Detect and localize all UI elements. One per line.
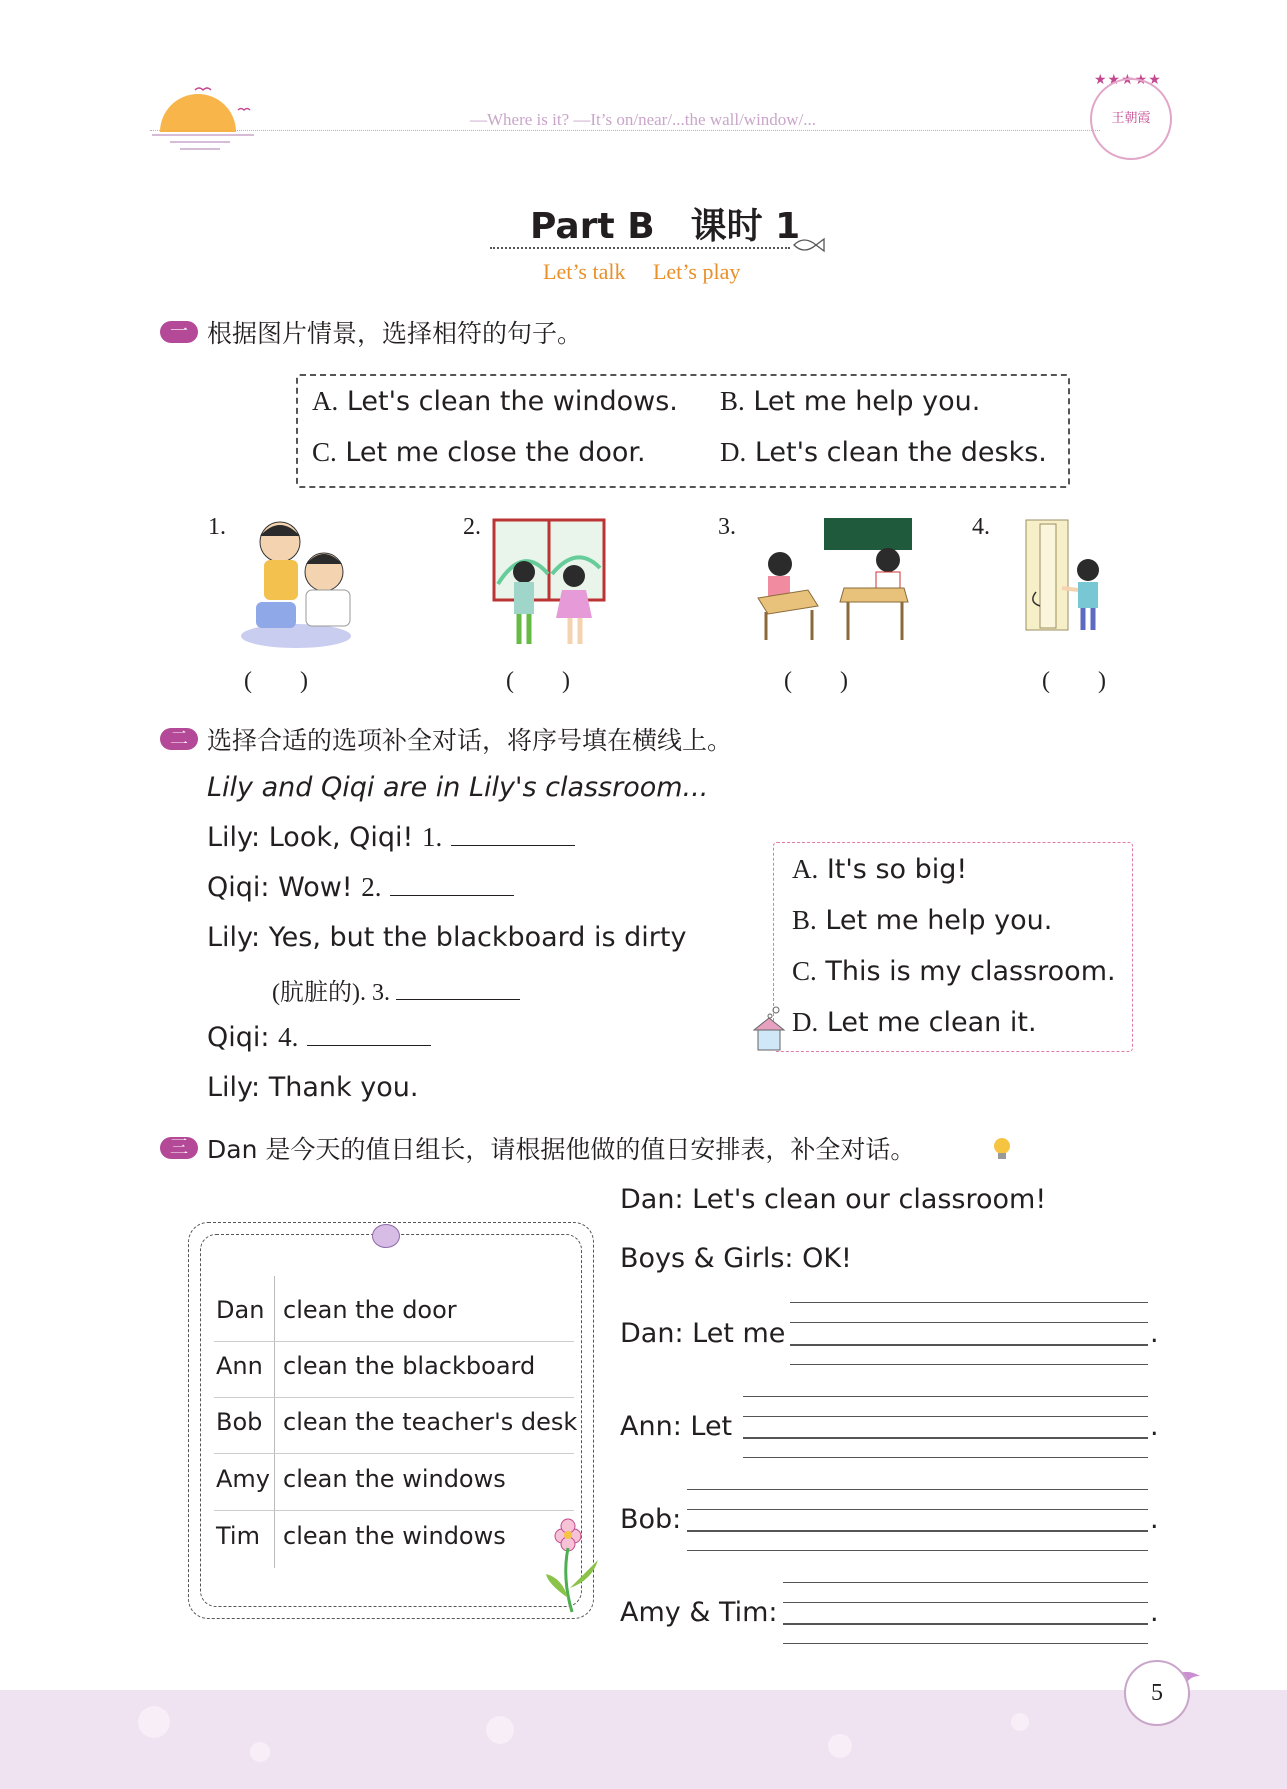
- title-rule: [490, 247, 790, 249]
- answer-line-amy-tim[interactable]: [783, 1623, 1148, 1625]
- lesson-subtitle: Let’s talk Let’s play: [543, 259, 741, 284]
- write-line[interactable]: [743, 1396, 1148, 1397]
- header-rule: [150, 130, 1100, 131]
- write-line[interactable]: [783, 1643, 1148, 1644]
- page-number: 5: [1124, 1660, 1190, 1726]
- dialogue-line-3: Lily: Yes, but the blackboard is dirty: [207, 922, 687, 953]
- picture-3-number: 3.: [718, 514, 736, 540]
- write-line[interactable]: [687, 1509, 1148, 1510]
- boy-closing-door-illustration: [1022, 514, 1122, 634]
- answer-paren-3[interactable]: ( ): [784, 668, 848, 694]
- duty-dialogue-4: Ann: Let: [620, 1411, 733, 1442]
- lightbulb-icon: [990, 1136, 1014, 1162]
- section2-badge: 二: [160, 728, 198, 750]
- answer-paren-4[interactable]: ( ): [1042, 668, 1106, 694]
- answer-line-ann[interactable]: [743, 1437, 1148, 1439]
- duty-dialogue-2: Boys & Girls: OK!: [620, 1243, 852, 1274]
- fish-icon: [790, 234, 826, 256]
- write-line[interactable]: [790, 1322, 1148, 1323]
- choice-c: C. This is my classroom.: [792, 956, 1116, 987]
- dialogue-line-4: Qiqi: 4.: [207, 1022, 431, 1053]
- write-line[interactable]: [783, 1602, 1148, 1603]
- duty-task-amy: clean the windows: [283, 1465, 506, 1493]
- answer-paren-1[interactable]: ( ): [244, 668, 308, 694]
- duty-name-amy: Amy: [216, 1465, 270, 1493]
- brand-stars-icon: ★★★★★: [1094, 72, 1162, 88]
- period: .: [1150, 1597, 1159, 1628]
- girls-cleaning-desks-illustration: [752, 514, 922, 644]
- section1-badge: 一: [160, 321, 198, 343]
- duty-dialogue-1: Dan: Let's clean our classroom!: [620, 1184, 1047, 1215]
- option-a: A. Let's clean the windows.: [312, 386, 678, 417]
- write-line[interactable]: [743, 1416, 1148, 1417]
- write-line[interactable]: [783, 1582, 1148, 1583]
- choice-a: A. It's so big!: [792, 854, 968, 885]
- house-icon: [750, 1004, 788, 1054]
- answer-paren-2[interactable]: ( ): [506, 668, 570, 694]
- bubbles-decoration: [120, 1700, 1220, 1780]
- blank-4[interactable]: [307, 1025, 431, 1046]
- header-title: —Where is it? —It’s on/near/...the wall/window/...: [470, 110, 817, 129]
- picture-4-number: 4.: [972, 514, 990, 540]
- lesson-title: Part B 课时 1: [530, 206, 801, 247]
- section2-instruction: 选择合适的选项补全对话，将序号填在横线上。: [207, 726, 733, 755]
- duty-dialogue-3: Dan: Let me: [620, 1318, 786, 1349]
- flower-icon: [540, 1518, 610, 1618]
- duty-row-divider: [214, 1510, 574, 1511]
- blank-2[interactable]: [390, 875, 514, 896]
- dialogue-line-3-cont: (肮脏的). 3.: [272, 972, 520, 1007]
- dialogue-line-5: Lily: Thank you.: [207, 1072, 419, 1103]
- section3-badge: 三: [160, 1137, 198, 1159]
- brand-logo: 王朝霞: [1090, 78, 1172, 160]
- picture-1-number: 1.: [208, 514, 226, 540]
- duty-task-ann: clean the blackboard: [283, 1352, 536, 1380]
- duty-task-dan: clean the door: [283, 1296, 457, 1324]
- blank-1[interactable]: [451, 825, 575, 846]
- option-c: C. Let me close the door.: [312, 437, 646, 468]
- duty-name-ann: Ann: [216, 1352, 263, 1380]
- period: .: [1150, 1504, 1159, 1535]
- pin-icon: [372, 1224, 400, 1248]
- duty-name-dan: Dan: [216, 1296, 265, 1324]
- section3-instruction: Dan 是今天的值日组长，请根据他做的值日安排表，补全对话。: [207, 1135, 916, 1164]
- write-line[interactable]: [687, 1550, 1148, 1551]
- dialogue-line-2: Qiqi: Wow! 2.: [207, 872, 514, 903]
- period: .: [1150, 1411, 1159, 1442]
- blank-3[interactable]: [396, 979, 520, 1000]
- duty-divider: [274, 1276, 275, 1568]
- answer-line-bob[interactable]: [687, 1530, 1148, 1532]
- duty-dialogue-6: Amy & Tim:: [620, 1597, 778, 1628]
- picture-2-number: 2.: [463, 514, 481, 540]
- write-line[interactable]: [790, 1302, 1148, 1303]
- option-d: D. Let's clean the desks.: [720, 437, 1047, 468]
- duty-name-bob: Bob: [216, 1408, 263, 1436]
- girls-cleaning-window-illustration: [492, 514, 612, 654]
- duty-row-divider: [214, 1453, 574, 1454]
- duty-row-divider: [214, 1341, 574, 1342]
- period: .: [1150, 1318, 1159, 1349]
- dialogue-line-1: Lily: Look, Qiqi! 1.: [207, 822, 575, 853]
- section1-instruction: 根据图片情景，选择相符的句子。: [207, 319, 583, 348]
- boys-helping-illustration: [236, 514, 386, 654]
- duty-row-divider: [214, 1397, 574, 1398]
- write-line[interactable]: [790, 1364, 1148, 1365]
- option-b: B. Let me help you.: [720, 386, 981, 417]
- choice-b: B. Let me help you.: [792, 905, 1053, 936]
- duty-task-bob: clean the teacher's desk: [283, 1408, 578, 1436]
- choice-d: D. Let me clean it.: [792, 1007, 1037, 1038]
- sunset-icon: [150, 80, 260, 160]
- duty-name-tim: Tim: [216, 1522, 260, 1550]
- duty-task-tim: clean the windows: [283, 1522, 506, 1550]
- write-line[interactable]: [687, 1489, 1148, 1490]
- write-line[interactable]: [743, 1457, 1148, 1458]
- answer-line-dan[interactable]: [790, 1344, 1148, 1346]
- duty-dialogue-5: Bob:: [620, 1504, 682, 1535]
- dialogue-intro: Lily and Qiqi are in Lily's classroom...: [207, 772, 709, 803]
